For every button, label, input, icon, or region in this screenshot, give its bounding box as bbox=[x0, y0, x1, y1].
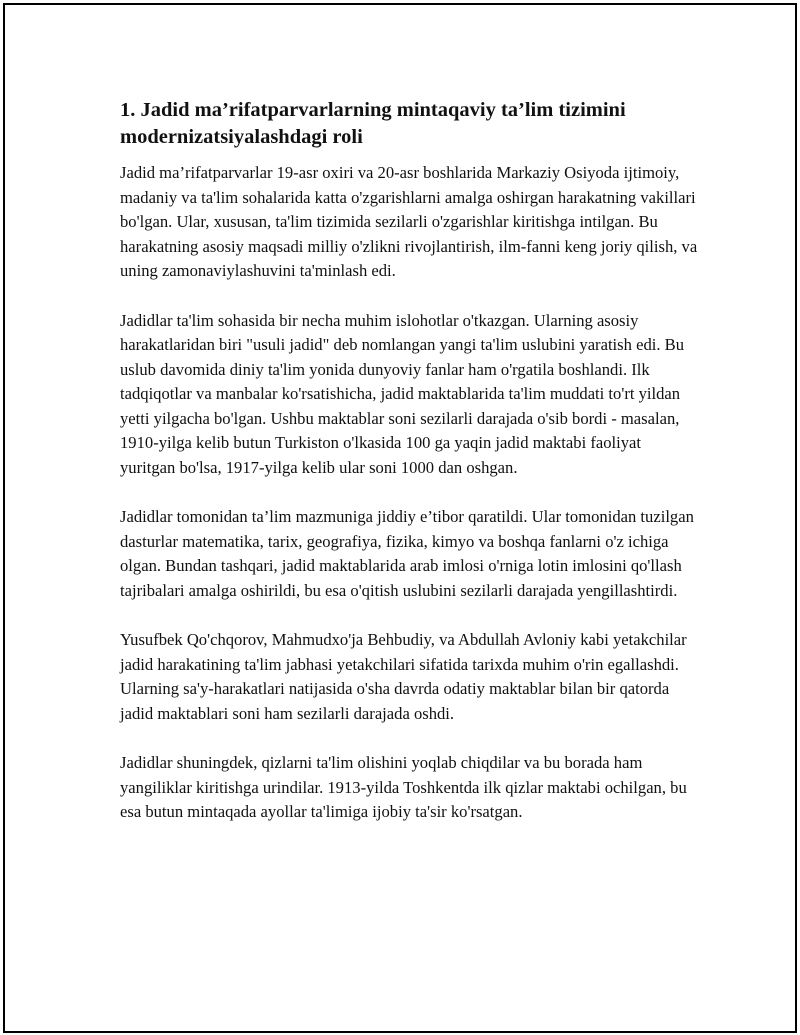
paragraph-3: Jadidlar tomonidan ta’lim mazmuniga jiddiy e’tibor qaratildi. Ular tomonidan tuzilgan dasturlar matematika, tarix, geografiya, fizika, kimyo va boshqa fanlarni o'z ichiga olgan. Bundan tashqari, jadid maktablarida arab imlosi o'rniga lotin imlosini qo'llash tajribalari amalga oshirildi, bu esa o'qitish uslubini sezilarli darajada yengillashtirdi. bbox=[120, 507, 694, 600]
paragraph-2: Jadidlar ta'lim sohasida bir necha muhim islohotlar o'tkazgan. Ularning asosiy harakatlaridan biri "usuli jadid" deb nomlangan yangi ta'lim uslubini yaratish edi. Bu uslub davomida diniy ta'lim yonida dunyoviy fanlar ham o'rgatila boshlandi. Ilk tadqiqotlar va manbalar ko'rsatishicha, jadid maktablarida ta'lim muddati to'rt yildan yetti yilgacha bo'lgan. Ushbu maktablar soni sezilarli darajada o'sib bordi - masalan, 1910-yilga kelib butun Turkiston o'lkasida 100 ga yaqin jadid maktabi faoliyat yuritgan bo'lsa, 1917-yilga kelib ular soni 1000 dan oshgan. bbox=[120, 310, 685, 477]
paragraph-1: Jadid ma’rifatparvarlar 19-asr oxiri va 20-asr boshlarida Markaziy Osiyoda ijtimoiy, madaniy va ta'lim sohalarida katta o'zgarishlarni amalga oshirgan harakatning vakillari bo'lgan. Ular, xususan, ta'lim tizimida sezilarli o'zgarishlar kiritishga intilgan. Bu harakatning asosiy maqsadi milliy o'zlikni rivojlantirish, ilm-fanni keng joriy qilish, va uning zamonaviylashuvini ta'minlash edi. bbox=[120, 163, 698, 280]
paragraph-4: Yusufbek Qo'chqorov, Mahmudxo'ja Behbudiy, va Abdullah Avloniy kabi yetakchilar jadid harakatining ta'lim jabhasi yetakchilari sifatida tarixda muhim o'rin egallashdi. Ularning sa'y-harakatlari natijasida o'sha davrda odatiy maktablar bilan bir qatorda jadid maktablari soni ham sezilarli darajada oshdi. bbox=[120, 630, 687, 723]
document-body bbox=[120, 97, 700, 850]
paragraph-5: Jadidlar shuningdek, qizlarni ta'lim olishini yoqlab chiqdilar va bu borada ham yangiliklar kiritishga urindilar. 1913-yilda Toshkentda ilk qizlar maktabi ochilgan, bu esa butun mintaqada ayollar ta'limiga ijobiy ta'sir ko'rsatgan. bbox=[120, 753, 687, 821]
page-frame bbox=[3, 3, 797, 1033]
section-heading: 1. Jadid ma’rifatparvarlarning mintaqaviy ta’lim tizimini modernizatsiyalashdagi roli bbox=[120, 99, 626, 148]
